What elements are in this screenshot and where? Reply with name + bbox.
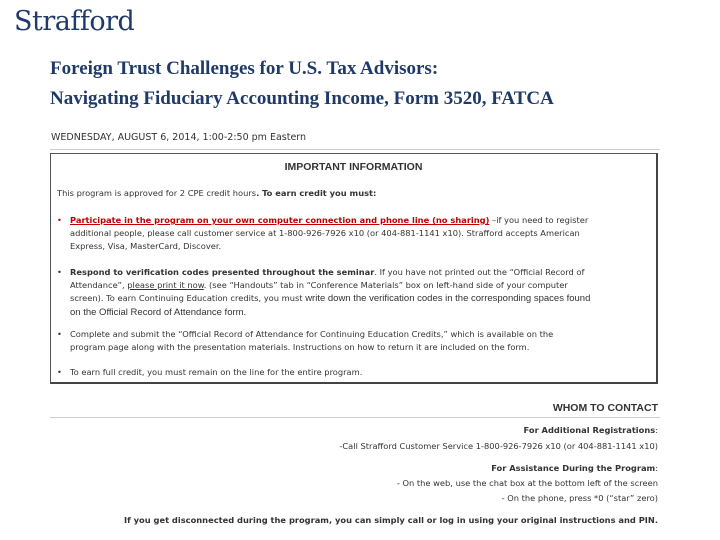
assistance-web: - On the web, use the chat box at the bottom left of the screen	[396, 478, 658, 488]
bullet-marker: •	[57, 215, 62, 225]
bullet-verification	[57, 266, 648, 319]
intro-pre: This program is approved for 2 CPE credit hours	[57, 188, 257, 198]
participate-link[interactable]: Participate in the program on your own computer connection and phone line (no sharing)	[70, 215, 490, 225]
b2-rest: . If you have not printed out the “Official Record of	[374, 267, 585, 277]
b2-line4: on the Official Record of Attendance form.	[70, 306, 247, 318]
assist-colon: :	[655, 463, 658, 473]
assistance-label	[491, 463, 658, 473]
bullet-marker: •	[57, 367, 62, 377]
b2-line3-post: write down the verification codes in the corresponding spaces found	[305, 293, 591, 305]
print-now-link[interactable]: please print it now	[127, 280, 204, 291]
intro-text	[57, 187, 648, 200]
strafford-logo: Strafford	[14, 6, 135, 37]
contact-divider	[50, 417, 660, 418]
disconnect-note: If you get disconnected during the program, you can simply call or log in using your original instructions and PIN.	[124, 515, 658, 525]
b1-rest: –if you need to register	[489, 215, 589, 225]
date-line: WEDNESDAY, AUGUST 6, 2014, 1:00-2:50 pm Eastern	[51, 132, 307, 143]
page-title-line1: Foreign Trust Challenges for U.S. Tax Advisors:	[50, 58, 439, 79]
bullet-marker: •	[57, 267, 62, 277]
b2-line2-post: . (see “Handouts” tab in “Conference Materials” box on left-hand side of your computer	[203, 280, 568, 291]
bullet-marker: •	[57, 329, 62, 339]
reg-colon: :	[655, 425, 658, 435]
page-title-line2: Navigating Fiduciary Accounting Income, Form 3520, FATCA	[50, 88, 554, 109]
bullet-complete-submit	[57, 328, 648, 354]
b1-line3: Express, Visa, MasterCard, Discover.	[70, 241, 222, 252]
important-information-box	[50, 153, 658, 384]
b3-line1: Complete and submit the “Official Record of Attendance for Continuing Education Credits,” which is available on the	[70, 329, 554, 339]
b1-line2: additional people, please call customer service at 1-800-926-7926 x10 (or 404-881-1141 x10). Strafford accepts American	[70, 228, 580, 239]
reg-label: For Additional Registrations	[523, 425, 656, 435]
verification-bold: Respond to verification codes presented throughout the seminar	[70, 267, 375, 277]
assist-label: For Assistance During the Program	[491, 463, 656, 473]
top-divider	[50, 149, 660, 150]
whom-to-contact-heading: WHOM TO CONTACT	[552, 402, 658, 414]
registrations-label	[524, 425, 658, 435]
b2-line2-pre: Attendance”,	[70, 280, 128, 291]
intro-post: . To earn credit you must:	[256, 188, 377, 198]
bullet-participate	[57, 214, 648, 254]
registrations-line: -Call Strafford Customer Service 1-800-926-7926 x10 (or 404-881-1141 x10)	[339, 441, 658, 451]
b4-line1: To earn full credit, you must remain on the line for the entire program.	[70, 367, 363, 377]
important-heading: IMPORTANT INFORMATION	[284, 161, 423, 173]
assistance-phone: - On the phone, press *0 (“star” zero)	[501, 493, 658, 503]
b3-line2: program page along with the presentation materials. Instructions on how to return it are included on the form.	[70, 342, 530, 353]
bullet-full-credit	[57, 366, 648, 379]
b2-line3-pre: screen). To earn Continuing Education credits, you must	[70, 293, 306, 304]
